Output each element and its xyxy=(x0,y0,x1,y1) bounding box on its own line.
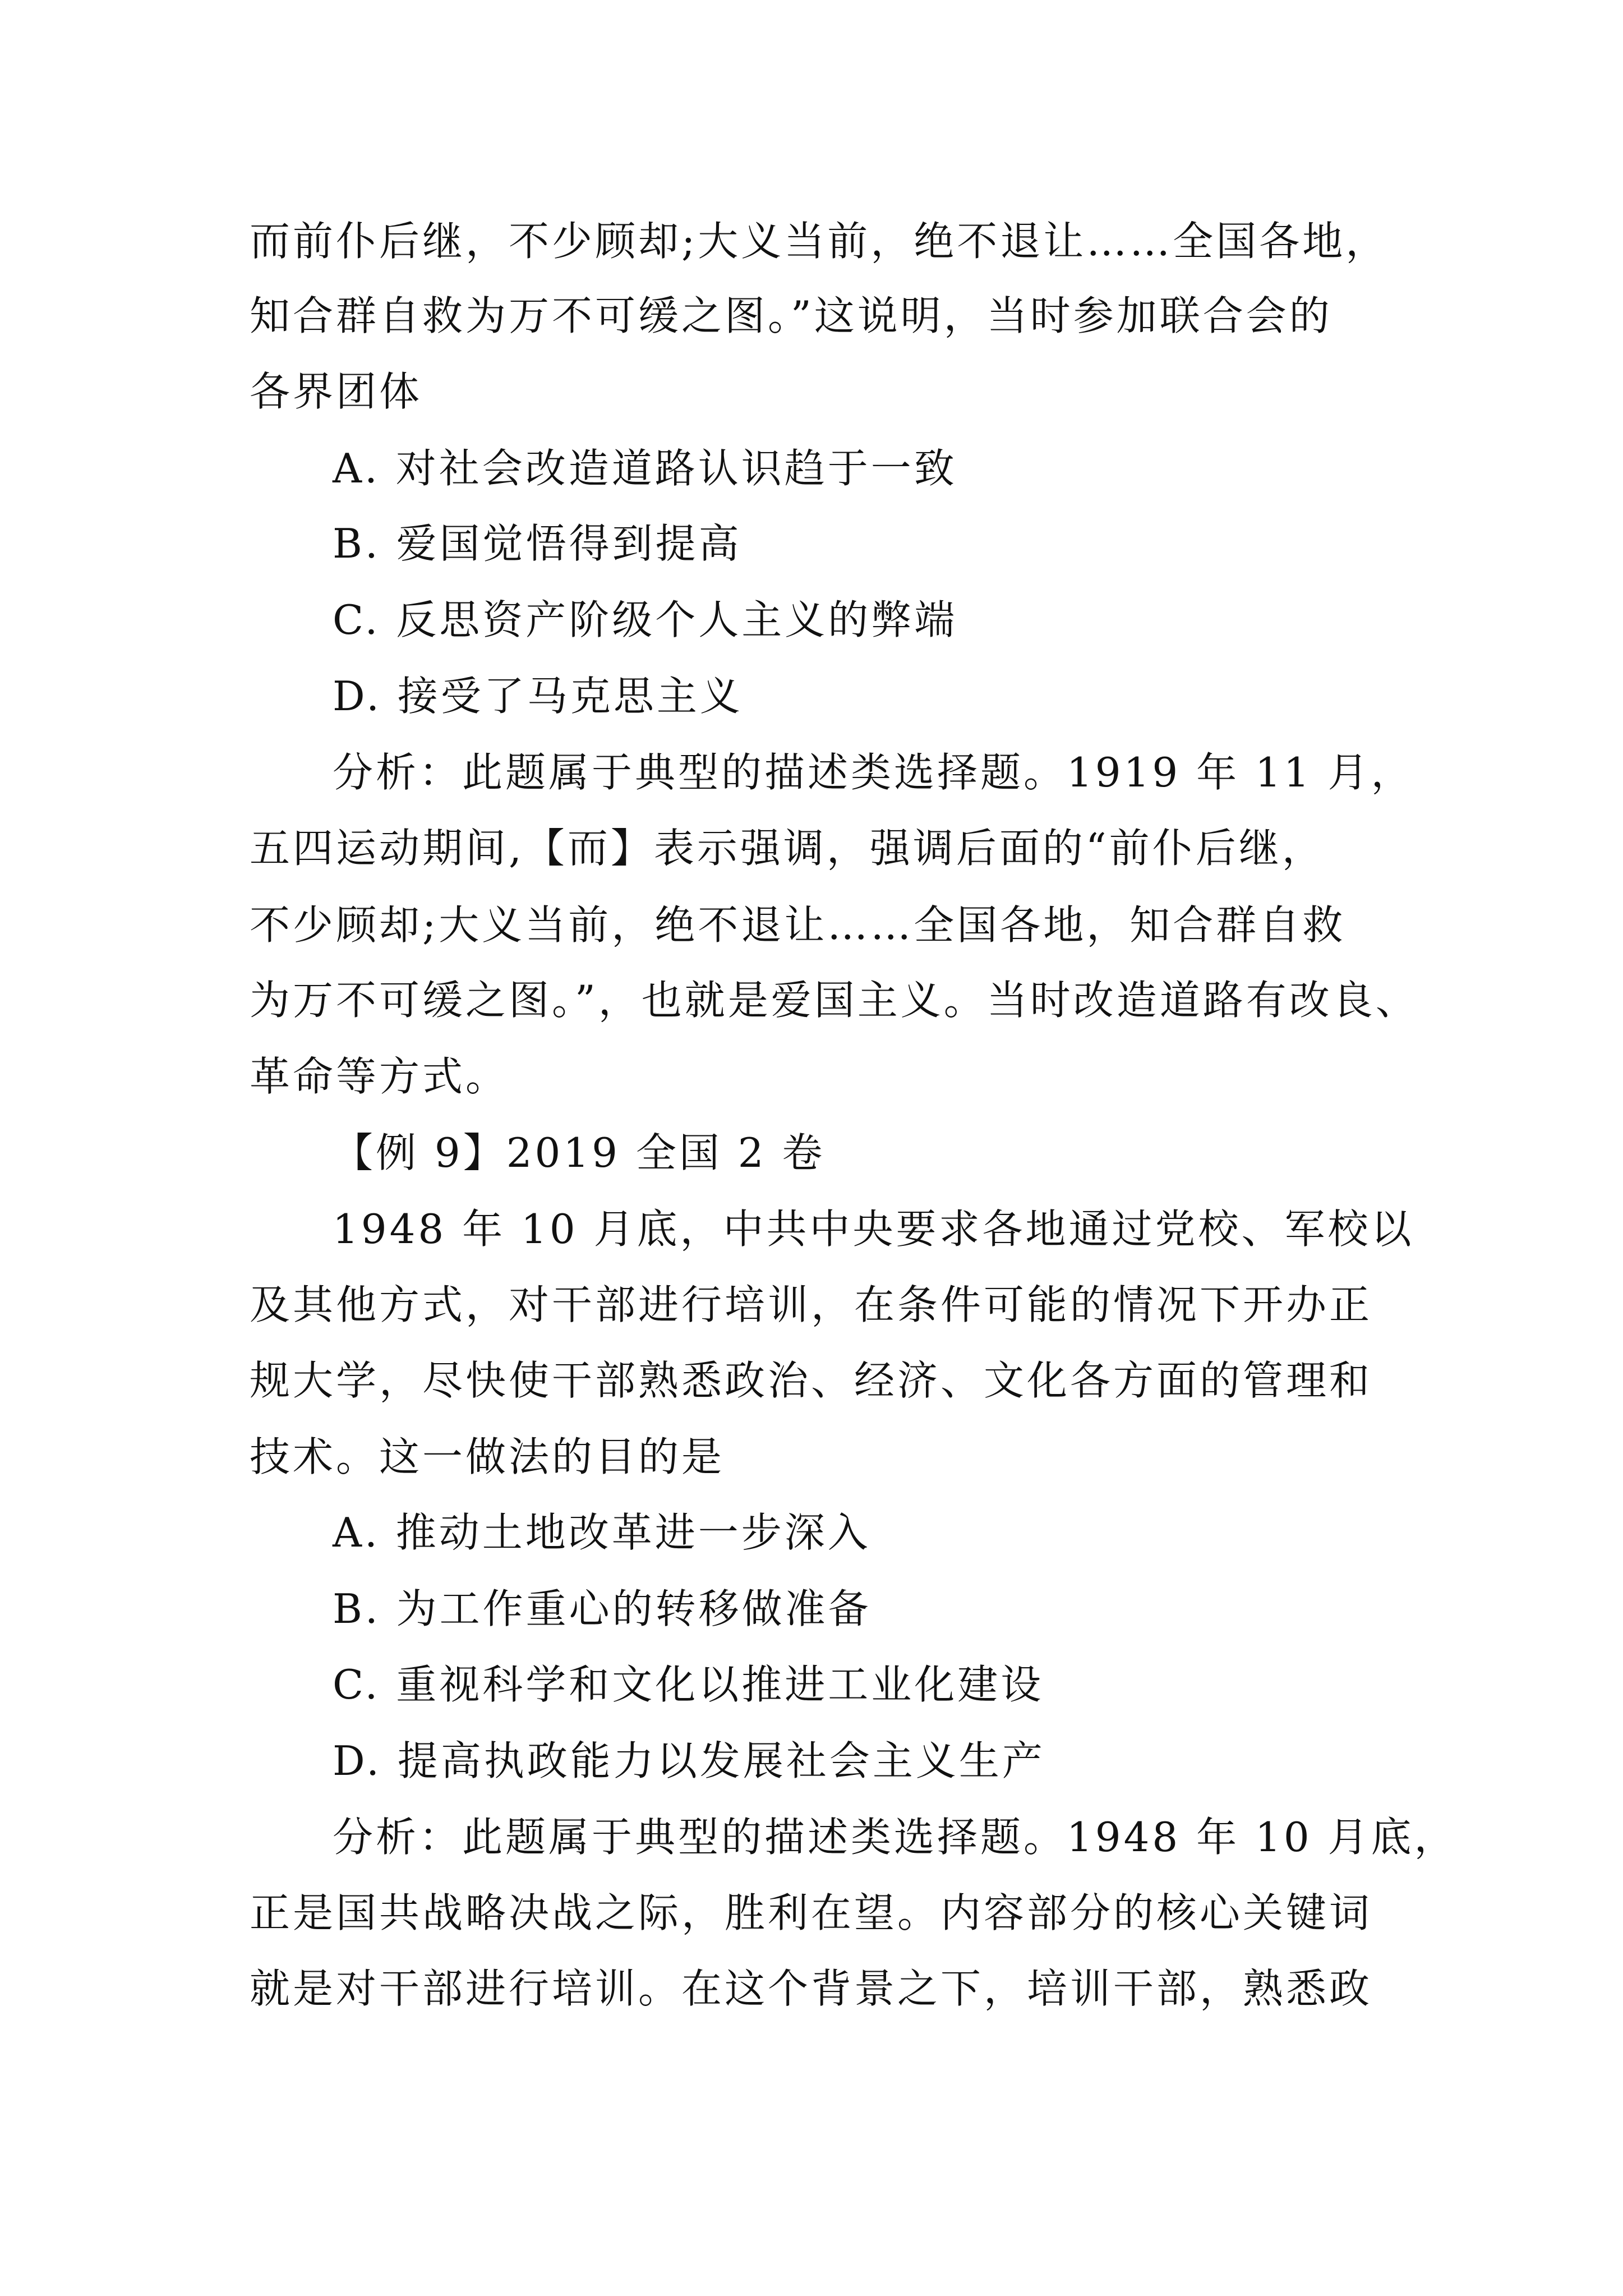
q8-analysis-line-2: 五四运动期间,【而】表示强调，强调后面的“前仆后继， xyxy=(250,825,1325,872)
q8-stem-line-1: 而前仆后继，不少顾却;大义当前，绝不退让……全国各地， xyxy=(250,218,1389,265)
ex9-option-d: D. 提高执政能力以发展社会主义生产 xyxy=(333,1737,1045,1784)
ex9-analysis-line-2: 正是国共战略决战之际，胜利在望。内容部分的核心关键词 xyxy=(250,1889,1373,1936)
q8-option-b: B. 爱国觉悟得到提高 xyxy=(333,520,742,567)
ex9-analysis-line-3: 就是对干部进行培训。在这个背景之下，培训干部，熟悉政 xyxy=(250,1965,1373,2012)
ex9-option-c: C. 重视科学和文化以推进工业化建设 xyxy=(333,1661,1044,1708)
ex9-option-b: B. 为工作重心的转移做准备 xyxy=(333,1585,872,1632)
ex9-option-a: A. 推动土地改革进一步深入 xyxy=(333,1509,871,1556)
q8-option-a: A. 对社会改造道路认识趋于一致 xyxy=(333,445,957,492)
q8-analysis-line-3: 不少顾却;大义当前，绝不退让……全国各地，知合群自救 xyxy=(250,901,1346,949)
q8-stem-line-3: 各界团体 xyxy=(250,368,423,415)
q8-option-d: D. 接受了马克思主义 xyxy=(333,673,743,720)
q8-option-c: C. 反思资产阶级个人主义的弊端 xyxy=(333,596,958,643)
ex9-stem-line-1: 1948 年 10 月底，中共中央要求各地通过党校、军校以 xyxy=(333,1205,1414,1253)
q8-analysis-line-4: 为万不可缓之图。”，也就是爱国主义。当时改造道路有改良、 xyxy=(250,977,1419,1024)
ex9-stem-line-2: 及其他方式，对干部进行培训，在条件可能的情况下开办正 xyxy=(250,1281,1373,1328)
ex9-stem-line-3: 规大学，尽快使干部熟悉政治、经济、文化各方面的管理和 xyxy=(250,1357,1373,1404)
ex9-analysis-line-1: 分析：此题属于典型的描述类选择题。1948 年 10 月底， xyxy=(333,1814,1458,1861)
example-9-heading: 【例 9】2019 全国 2 卷 xyxy=(333,1129,826,1176)
q8-analysis-line-1: 分析：此题属于典型的描述类选择题。1919 年 11 月， xyxy=(333,749,1414,796)
q8-stem-line-2: 知合群自救为万不可缓之图。”这说明，当时参加联合会的 xyxy=(250,292,1332,339)
ex9-stem-line-4: 技术。这一做法的目的是 xyxy=(250,1433,725,1480)
q8-analysis-line-5: 革命等方式。 xyxy=(250,1053,509,1100)
